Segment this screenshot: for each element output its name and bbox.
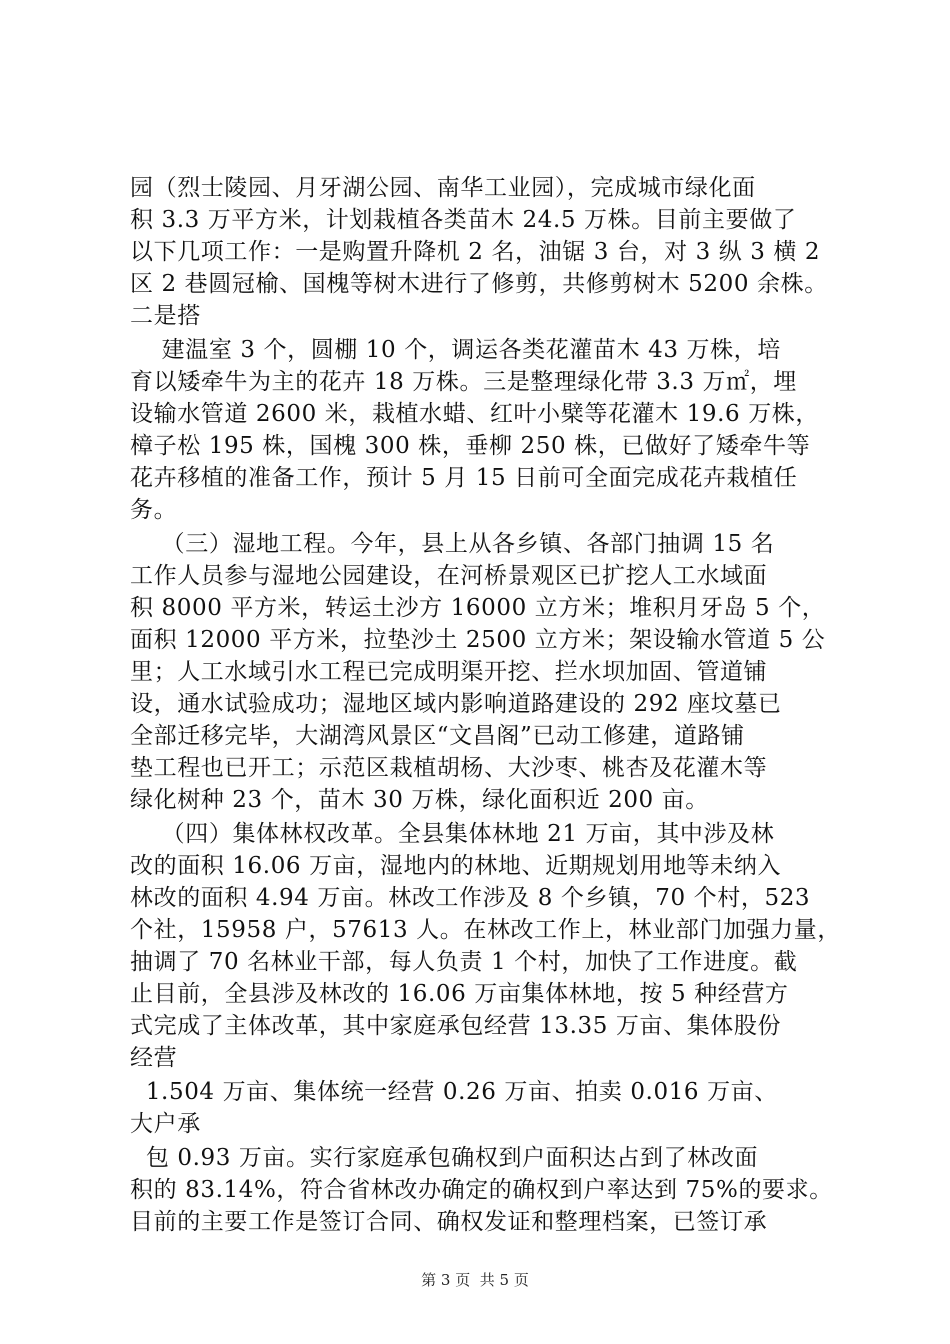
body-text-line: 务。: [130, 497, 178, 523]
body-text-line: 大户承: [130, 1111, 201, 1137]
body-text-line: （三）湿地工程。今年，县上从各乡镇、各部门抽调 15 名: [130, 531, 775, 557]
body-text-line: 改的面积 16.06 万亩，湿地内的林地、近期规划用地等未纳入: [130, 853, 782, 879]
body-text-line: 积的 83.14%，符合省林改办确定的确权到户率达到 75%的要求。: [130, 1177, 833, 1203]
body-text-line: 抽调了 70 名林业干部，每人负责 1 个村，加快了工作进度。截: [130, 949, 798, 975]
body-text-line: 以下几项工作：一是购置升降机 2 名，油锯 3 台，对 3 纵 3 横 2: [130, 239, 821, 265]
body-text-line: 花卉移植的准备工作，预计 5 月 15 日前可全面完成花卉栽植任: [130, 465, 798, 491]
body-text-line: 里；人工水域引水工程已完成明渠开挖、拦水坝加固、管道铺: [130, 659, 768, 685]
body-text-line: （四）集体林权改革。全县集体林地 21 万亩，其中涉及林: [130, 821, 775, 847]
body-text-line: 建温室 3 个，圆棚 10 个，调运各类花灌苗木 43 万株，培: [130, 337, 781, 363]
body-text-line: 园（烈士陵园、月牙湖公园、南华工业园），完成城市绿化面: [130, 175, 756, 201]
body-text-line: 二是搭: [130, 303, 201, 329]
body-text-line: 1.504 万亩、集体统一经营 0.26 万亩、拍卖 0.016 万亩、: [130, 1079, 778, 1105]
body-text-line: 式完成了主体改革，其中家庭承包经营 13.35 万亩、集体股份: [130, 1013, 782, 1039]
body-text-line: 个社，15958 户，57613 人。在林改工作上，林业部门加强力量，: [130, 917, 841, 943]
body-text-line: 设输水管道 2600 米，栽植水蜡、红叶小檗等花灌木 19.6 万株，: [130, 401, 819, 427]
body-text-line: 育以矮牵牛为主的花卉 18 万株。三是整理绿化带 3.3 万㎡，埋: [130, 369, 797, 395]
body-text-line: 工作人员参与湿地公园建设，在河桥景观区已扩挖人工水域面: [130, 563, 768, 589]
body-text-line: 区 2 巷圆冠榆、国槐等树木进行了修剪，共修剪树木 5200 余株。: [130, 271, 828, 297]
body-text-line: 垫工程也已开工；示范区栽植胡杨、大沙枣、桃杏及花灌木等: [130, 755, 768, 781]
page-number-footer: 第 3 页 共 5 页: [421, 1271, 529, 1289]
body-text-line: 面积 12000 平方米，拉垫沙土 2500 立方米；架设输水管道 5 公: [130, 627, 826, 653]
body-text-line: 积 8000 平方米，转运土沙方 16000 立方米；堆积月牙岛 5 个，: [130, 595, 826, 621]
body-text-line: 目前的主要工作是签订合同、确权发证和整理档案，已签订承: [130, 1209, 768, 1235]
body-text-line: 经营: [130, 1045, 178, 1071]
body-text-line: 樟子松 195 株，国槐 300 株，垂柳 250 株，已做好了矮牵牛等: [130, 433, 811, 459]
body-text-line: 设，通水试验成功；湿地区域内影响道路建设的 292 座坟墓已: [130, 691, 782, 717]
body-text-line: 止目前，全县涉及林改的 16.06 万亩集体林地，按 5 种经营方: [130, 981, 789, 1007]
body-text-line: 积 3.3 万平方米，计划栽植各类苗木 24.5 万株。目前主要做了: [130, 207, 797, 233]
body-text-line: 林改的面积 4.94 万亩。林改工作涉及 8 个乡镇，70 个村，523: [130, 885, 811, 911]
body-text-line: 包 0.93 万亩。实行家庭承包确权到户面积达占到了林改面: [130, 1145, 759, 1171]
body-text-line: 绿化树种 23 个，苗木 30 万株，绿化面积近 200 亩。: [130, 787, 709, 813]
body-text-line: 全部迁移完毕，大湖湾风景区“文昌阁”已动工修建，道路铺: [130, 723, 745, 749]
